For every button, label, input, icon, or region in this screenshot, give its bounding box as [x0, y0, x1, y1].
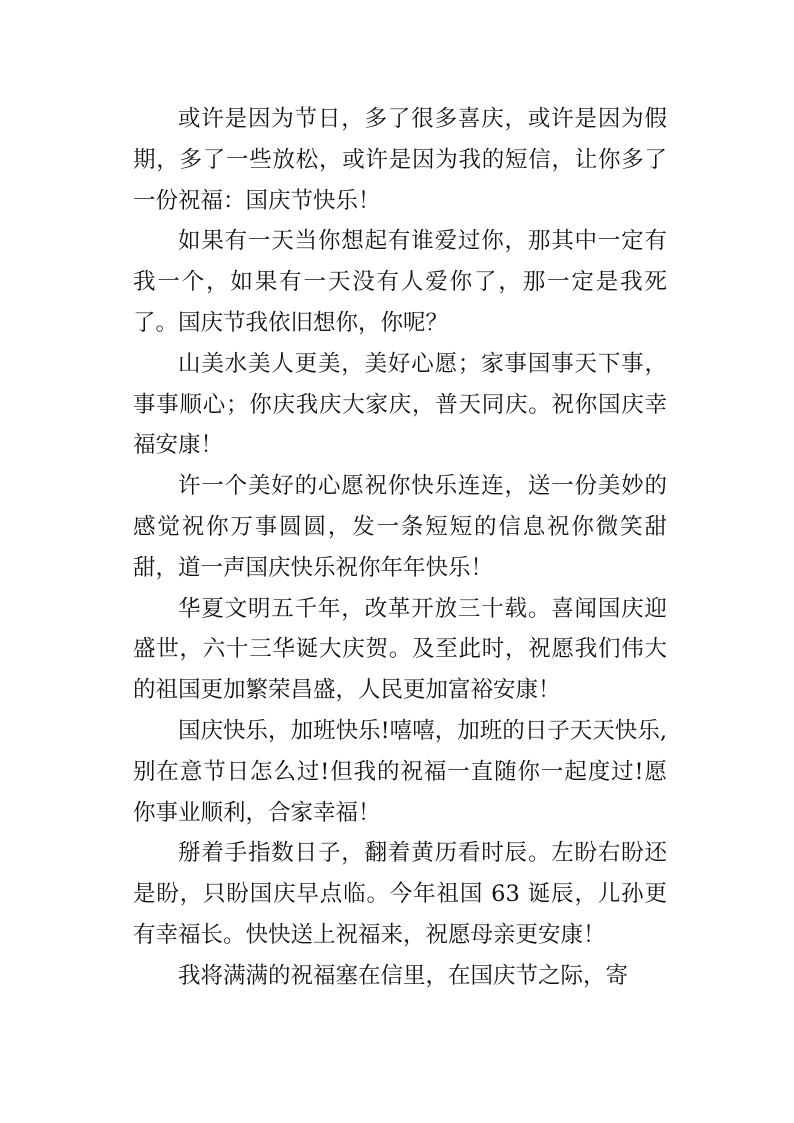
- paragraph: 许一个美好的心愿祝你快乐连连，送一份美妙的感觉祝你万事圆圆，发一条短短的信息祝你微笑甜甜，道一声国庆快乐祝你年年快乐！: [133, 473, 667, 581]
- paragraph: 山美水美人更美，美好心愿；家事国事天下事，事事顺心；你庆我庆大家庆，普天同庆。祝你国庆幸福安康！: [133, 350, 667, 459]
- paragraph: 国庆快乐，加班快乐!嘻嘻，加班的日子天天快乐,别在意节日怎么过!但我的祝福一直随你一起度过!愿你事业顺利，合家幸福！: [133, 717, 667, 826]
- document-body: [133, 99, 667, 997]
- paragraph: 或许是因为节日，多了很多喜庆，或许是因为假期，多了一些放松，或许是因为我的短信，让你多了一份祝福：国庆节快乐！: [133, 106, 667, 214]
- paragraph: 我将满满的祝福塞在信里，在国庆节之际，寄: [178, 962, 629, 989]
- paragraph: 掰着手指数日子，翻着黄历看时辰。左盼右盼还是盼，只盼国庆早点临。今年祖国 63 诞辰，儿孙更有幸福长。快快送上祝福来，祝愿母亲更安康！: [133, 840, 667, 948]
- paragraph: 华夏文明五千年，改革开放三十载。喜闻国庆迎盛世，六十三华诞大庆贺。及至此时，祝愿我们伟大的祖国更加繁荣昌盛，人民更加富裕安康！: [133, 595, 667, 704]
- paragraph: 如果有一天当你想起有谁爱过你，那其中一定有我一个，如果有一天没有人爱你了，那一定是我死了。国庆节我依旧想你，你呢？: [133, 228, 667, 336]
